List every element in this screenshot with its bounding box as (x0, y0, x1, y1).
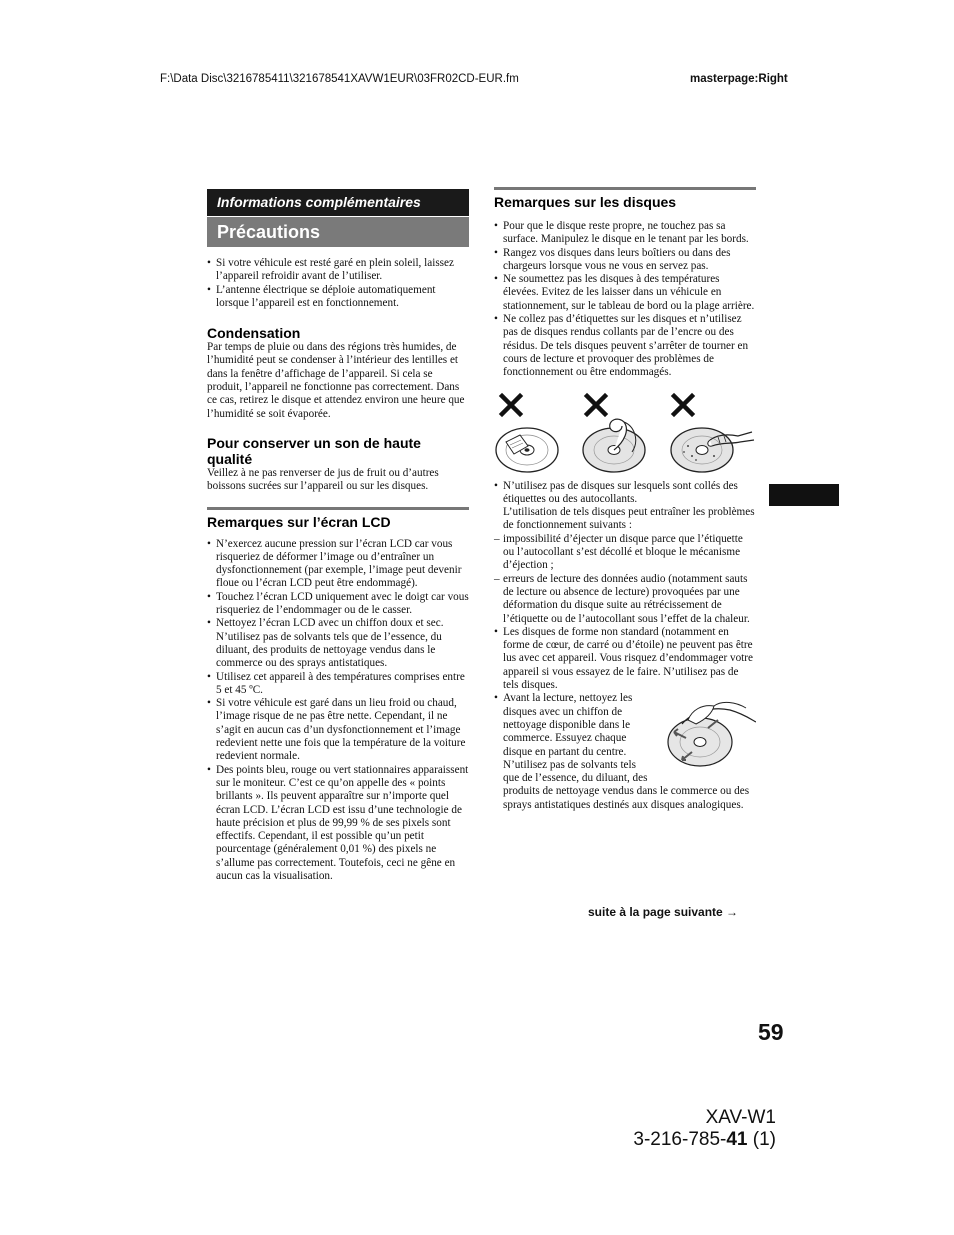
list-item: • Rangez vos disques dans leurs boîtiers ou dans des chargeurs lorsque vous ne vous en servez pas. (494, 247, 756, 274)
list-item: • Ne soumettez pas les disques à des températures élevées. Evitez de les laisser dans un véhicule en stationnement, sur le tableau de bord ou la plage arrière. (494, 273, 756, 313)
discs-list (494, 220, 756, 380)
disc-warning-illustrations (494, 390, 756, 480)
sound-quality-text: Veillez à ne pas renverser de jus de fruit ou d’autres boissons sucrées sur l’appareil ou sur les disques. (207, 466, 439, 493)
list-item: • Pour que le disque reste propre, ne touchez pas sa surface. Manipulez le disque en le tenant par les bords. (494, 220, 756, 247)
sticker-problems-list (494, 533, 756, 626)
cleaning-text: Avant la lecture, nettoyez les disques avec un chiffon de nettoyage disponible dans le commerce. Essuyez chaque disque en partant du centre. N’utilisez pas de solvants tels que de l’essence, du diluant, des produits de nettoyage vendus dans le commerce ou des sprays antistatiques destinés aux disques analogiques. (503, 692, 750, 811)
lcd-heading: Remarques sur l’écran LCD (207, 507, 469, 530)
list-item: • Des points bleu, rouge ou vert stationnaires apparaissent sur le moniteur. C’est ce qu’on appelle des « points brillants ». Ils peuvent apparaître sur n’importe quel écran LCD. L’écran LCD est issu d’une technologie de haute précision et plus de 99,99 % de ses pixels sont effectifs. Cependant, il est possible qu’un petit pourcentage (généralement 0,01 %) des pixels ne s’allume pas correctement. Toutefois, ceci ne gêne en aucun cas la visualisation. (207, 764, 469, 884)
list-item: – impossibilité d’éjecter un disque parce que l’étiquette ou l’autocollant s’est décollé et bloque le mécanisme d’éjection ; (494, 533, 756, 573)
disc-with-residue-illustration (666, 390, 756, 480)
condensation-heading: Condensation (207, 325, 301, 342)
list-item: • Si votre véhicule est resté garé en plein soleil, laissez l’appareil refroidir avant de l’utiliser. (207, 257, 469, 284)
list-item: • Utilisez cet appareil à des températures comprises entre 5 et 45 ºC. (207, 671, 469, 698)
model-code (633, 1129, 776, 1151)
prohibited-x-icon (674, 396, 692, 414)
disc-with-peeling-label-illustration (580, 390, 652, 480)
header-file-path: F:\Data Disc\3216785411\321678541XAVW1EUR\03FR02CD-EUR.fm (160, 73, 519, 85)
sticker-intro: N’utilisez pas de disques sur lesquels sont collés des étiquettes ou des autocollants. (503, 479, 738, 505)
continued-next-page: suite à la page suivante → (588, 905, 739, 919)
model-info (633, 1107, 776, 1151)
left-column (207, 189, 469, 883)
header-masterpage: masterpage:Right (690, 73, 788, 85)
section-tab-marker (769, 484, 839, 506)
condensation-text: Par temps de pluie ou dans des régions très humides, de l’humidité peut se condenser à l’intérieur des lentilles et dans la fenêtre d’affichage de l’appareil. Si cela se produit, l’appareil ne fonctionne pas correctement. Dans ce cas, retirez le disque et attendez environ une heure que l’humidité se soit évaporée. (207, 341, 465, 420)
page-number: 59 (758, 1019, 784, 1045)
model-name: XAV-W1 (705, 1107, 776, 1128)
disc-with-sticker-illustration (494, 390, 564, 480)
sticker-consequence: L’utilisation de tels disques peut entraîner les problèmes de fonctionnement suivants : (503, 506, 755, 532)
category-bar: Informations complémentaires (207, 189, 469, 216)
model-code-prefix: 3-216-785- (633, 1129, 727, 1150)
lcd-list (207, 538, 469, 884)
list-item: – erreurs de lecture des données audio (notamment sauts de lecture ou absence de lecture) provoquées par une déformation du disque suite au rétrécissement de l’étiquette ou de l’autocollant sous l’effet de la chaleur. (494, 573, 756, 626)
right-column (494, 187, 756, 812)
list-item (494, 480, 756, 626)
prohibited-x-icon (502, 396, 520, 414)
list-item: • Les disques de forme non standard (notamment en forme de cœur, de carré ou d’étoile) ne peuvent pas être lus avec cet appareil. Vous risquez d’endommager votre appareil si vous essayez de le faire. N’utilisez pas de tels disques. (494, 626, 756, 692)
sound-quality-heading: Pour conserver un son de haute qualité (207, 434, 421, 467)
discs-list-2 (494, 480, 756, 812)
prohibited-x-icon (587, 396, 605, 414)
list-item: • L’antenne électrique se déploie automatiquement lorsque l’appareil est en fonctionnement. (207, 284, 469, 311)
disc-cleaning-illustration (652, 698, 756, 772)
list-item: • N’exercez aucune pression sur l’écran LCD car vous risqueriez de déformer l’image ou d’entraîner un dysfonctionnement (par exemple, l’image peut devenir floue ou l’écran LCD peut être endommagé). (207, 538, 469, 591)
model-code-suffix: (1) (747, 1129, 776, 1150)
list-item: • Nettoyez l’écran LCD avec un chiffon doux et sec. N’utilisez pas de solvants tels que de l’essence, du diluant, des produits de nettoyage vendus dans le commerce ou des sprays antistatiques. (207, 617, 469, 670)
model-code-bold: 41 (726, 1129, 748, 1150)
list-item (494, 692, 756, 812)
page-title: Précautions (207, 216, 469, 247)
list-item: • Si votre véhicule est garé dans un lieu froid ou chaud, l’image risque de ne pas être nette. Cependant, il ne s’agit en aucun cas d’un dysfonctionnement et l’image redevient nette une fois que la température de la voiture redevient normale. (207, 697, 469, 763)
list-item: • Ne collez pas d’étiquettes sur les disques et n’utilisez pas de disques rendus collants par de l’encre ou des résidus. De tels disques peuvent s’arrêter de tourner en cours de lecture et provoquer des problèmes de fonctionnement ou être endommagés. (494, 313, 756, 379)
list-item: • Touchez l’écran LCD uniquement avec le doigt car vous risqueriez de l’endommager ou de le casser. (207, 591, 469, 618)
discs-heading: Remarques sur les disques (494, 187, 756, 210)
intro-list (207, 257, 469, 310)
